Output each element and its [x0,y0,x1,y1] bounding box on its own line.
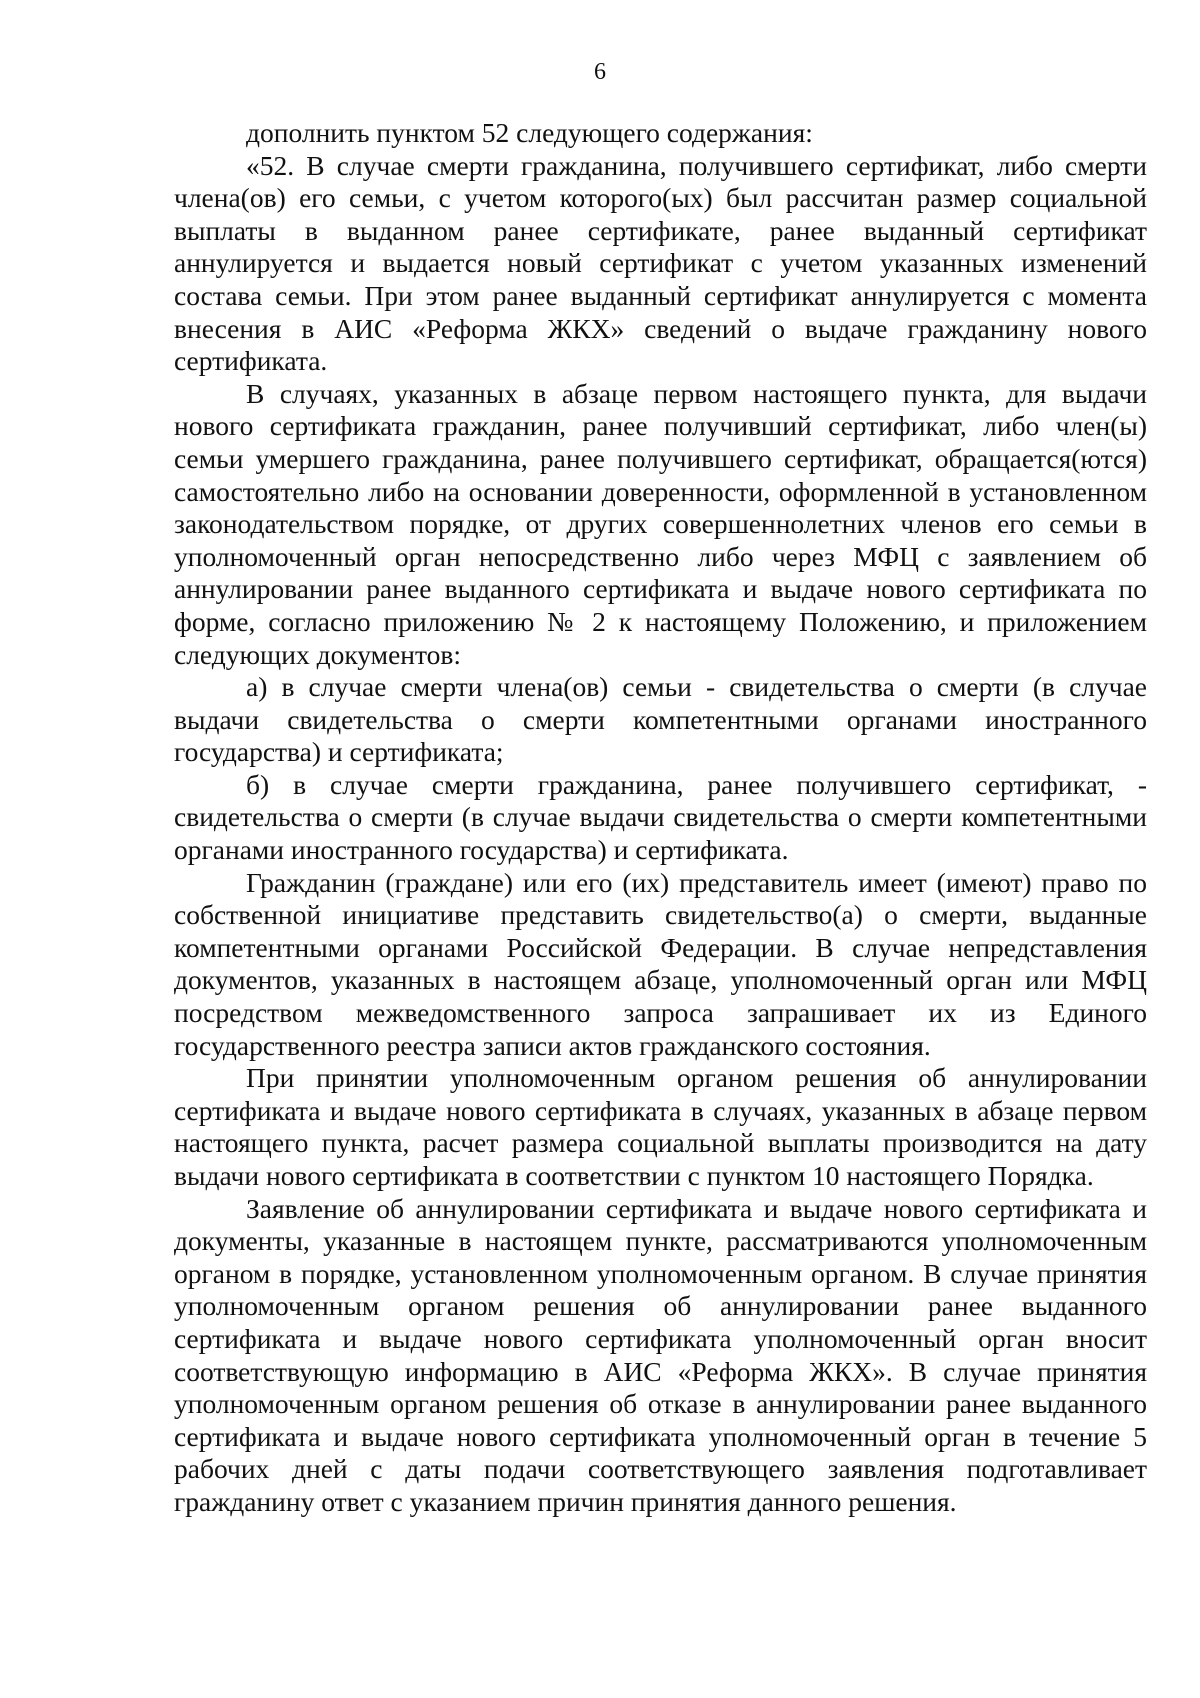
paragraph-death-certificate: Гражданин (граждане) или его (их) представитель имеет (имеют) право по собственной инициативе представить свидетельство(а) о смерти, выданные компетентными органами Российской Федерации. В случае непредставления документов, указанных в настоящем абзаце, уполномоченный орган или МФЦ посредством межведомственного запроса запрашивает их из Единого государственного реестра записи актов гражданского состояния. [174,866,1147,1061]
paragraph-subitem-b: б) в случае смерти гражданина, ранее получившего сертификат, - свидетельства о смерти (в случае выдачи свидетельства о смерти компетентными органами иностранного государства) и сертификата. [174,768,1147,866]
document-body [174,117,1147,1519]
paragraph-intro: дополнить пунктом 52 следующего содержания: [246,117,813,148]
paragraph-subitem-a: а) в случае смерти члена(ов) семьи - свидетельства о смерти (в случае выдачи свидетельства о смерти компетентными органами иностранного государства) и сертификата; [174,671,1147,768]
page-number: 6 [594,59,606,85]
paragraph-review: Заявление об аннулировании сертификата и выдаче нового сертификата и документы, указанные в настоящем пункте, рассматриваются уполномоченным органом в порядке, установленном уполномоченным органом. В случае принятия уполномоченным органом решения об аннулировании ранее выданного сертификата и выдаче нового сертификата уполномоченный орган вносит соответствующую информацию в АИС «Реформа ЖКХ». В случае принятия уполномоченным органом решения об отказе в аннулировании ранее выданного сертификата и выдаче нового сертификата уполномоченный орган в течение 5 рабочих дней с даты подачи соответствующего заявления подготавливает гражданину ответ с указанием причин принятия данного решения. [174,1192,1147,1517]
paragraph-item-52: «52. В случае смерти гражданина, получившего сертификат, либо смерти члена(ов) его семьи, с учетом которого(ых) был рассчитан размер социальной выплаты в выданном ранее сертификате, ранее выданный сертификат аннулируется и выдается новый сертификат с учетом указанных изменений состава семьи. При этом ранее выданный сертификат аннулируется с момента внесения в АИС «Реформа ЖКХ» сведений о выдаче гражданину нового сертификата. [174,149,1147,377]
paragraph-calculation: При принятии уполномоченным органом решения об аннулировании сертификата и выдаче нового сертификата в случаях, указанных в абзаце первом настоящего пункта, расчет размера социальной выплаты производится на дату выдачи нового сертификата в соответствии с пунктом 10 настоящего Порядка. [174,1062,1147,1191]
paragraph-application: В случаях, указанных в абзаце первом настоящего пункта, для выдачи нового сертификата гражданин, ранее получивший сертификат, либо член(ы) семьи умершего гражданина, ранее получившего сертификат, обращается(ются) самостоятельно либо на основании доверенности, оформленной в установленном законодательством порядке, от других совершеннолетних членов его семьи в уполномоченный орган непосредственно либо через МФЦ с заявлением об аннулировании ранее выданного сертификата и выдаче нового сертификата по форме, согласно приложению № 2 к настоящему Положению, и приложением следующих документов: [174,377,1147,670]
